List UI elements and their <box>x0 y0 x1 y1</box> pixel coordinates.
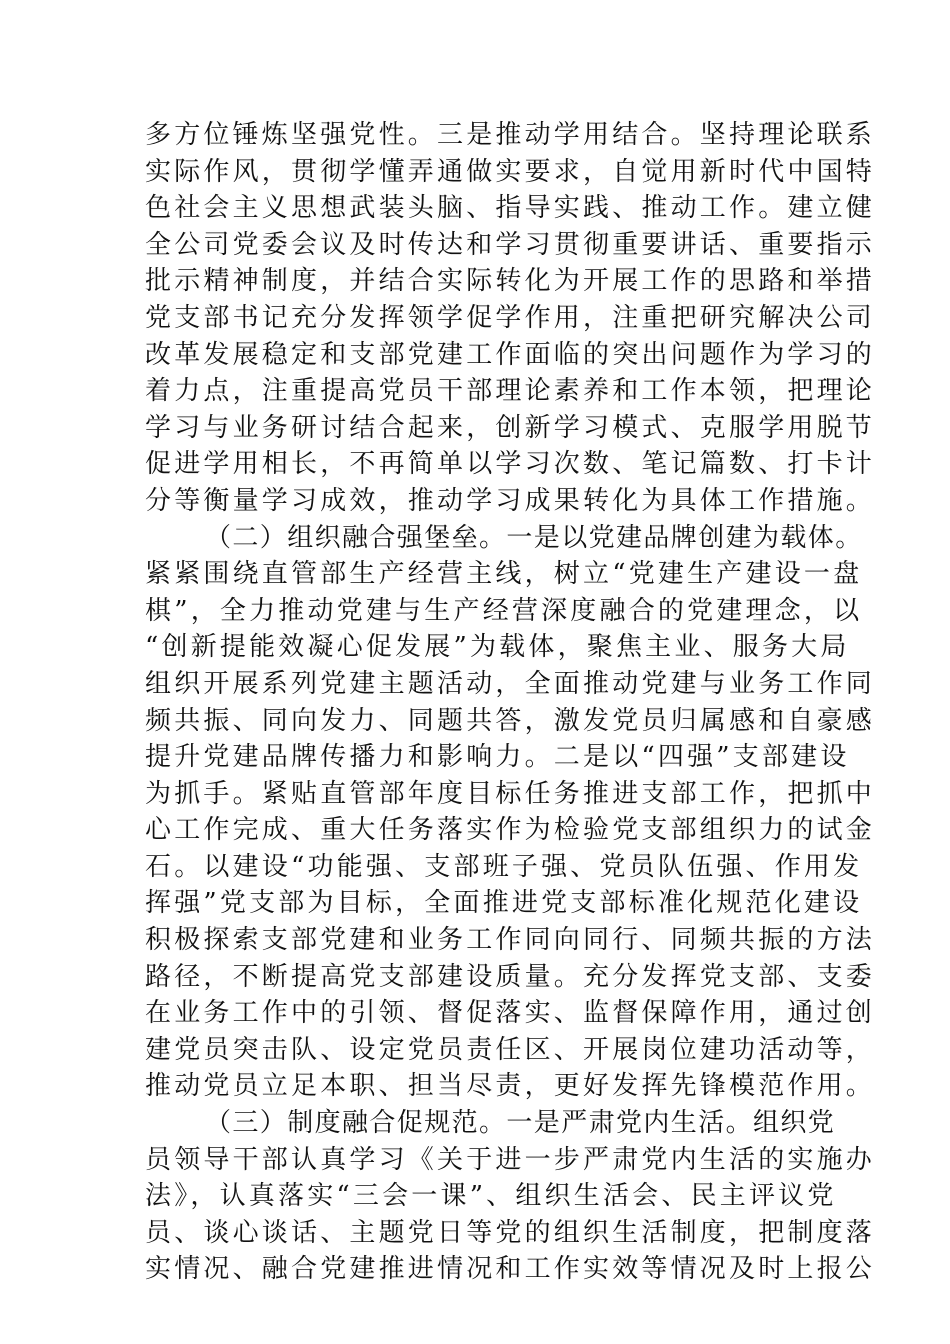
text-line: 建党员突击队、设定党员责任区、开展岗位建功活动等， <box>145 1034 876 1065</box>
text-line: 多方位锤炼坚强党性。三是推动学用结合。坚持理论联系 <box>145 120 876 150</box>
text-line: 促进学用相长，不再简单以学习次数、笔记篇数、打卡计 <box>145 449 876 480</box>
text-line: 分等衡量学习成效，推动学习成果转化为具体工作措施。 <box>145 485 876 516</box>
text-line: 组织开展系列党建主题活动，全面推动党建与业务工作同 <box>145 668 876 699</box>
text-line: 心工作完成、重大任务落实作为检验党支部组织力的试金 <box>145 815 876 846</box>
text-line: 党支部书记充分发挥领学促学作用，注重把研究解决公司 <box>145 302 876 333</box>
document-body <box>145 117 876 1288</box>
text-line: 员、谈心谈话、主题党日等党的组织生活制度，把制度落 <box>145 1217 876 1248</box>
text-line: 在业务工作中的引领、督促落实、监督保障作用，通过创 <box>145 998 876 1029</box>
text-line: 频共振、同向发力、同题共答，激发党员归属感和自豪感 <box>145 705 876 736</box>
text-line: 改革发展稳定和支部党建工作面临的突出问题作为学习的 <box>145 339 876 370</box>
text-line: 棋”，全力推动党建与生产经营深度融合的党建理念，以 <box>145 595 863 626</box>
text-line: 路径，不断提高党支部建设质量。充分发挥党支部、支委 <box>145 961 876 992</box>
text-line: 积极探索支部党建和业务工作同向同行、同频共振的方法 <box>145 925 876 956</box>
text-line: 着力点，注重提高党员干部理论素养和工作本领，把理论 <box>145 376 876 407</box>
text-line: 色社会主义思想武装头脑、指导实践、推动工作。建立健 <box>145 193 876 224</box>
text-line: 紧紧围绕直管部生产经营主线，树立“党建生产建设一盘 <box>145 559 863 590</box>
section-heading-line: （二）组织融合强堡垒。一是以党建品牌创建为载体。 <box>205 522 863 553</box>
text-line: 学习与业务研讨结合起来，创新学习模式、克服学用脱节 <box>145 412 876 443</box>
text-line: “创新提能效凝心促发展”为载体，聚焦主业、服务大局 <box>145 632 850 663</box>
text-line: 石。以建设“功能强、支部班子强、党员队伍强、作用发 <box>145 851 863 882</box>
text-line: 实情况、融合党建推进情况和工作实效等情况及时上报公 <box>145 1254 876 1285</box>
text-line: 挥强”党支部为目标，全面推进党支部标准化规范化建设 <box>145 888 863 919</box>
text-line: 实际作风，贯彻学懂弄通做实要求，自觉用新时代中国特 <box>145 156 876 187</box>
text-line: 法》，认真落实“三会一课”、组织生活会、民主评议党 <box>145 1181 837 1212</box>
section-heading-line: （三）制度融合促规范。一是严肃党内生活。组织党 <box>205 1108 836 1139</box>
text-line: 全公司党委会议及时传达和学习贯彻重要讲话、重要指示 <box>145 229 876 260</box>
text-line: 为抓手。紧贴直管部年度目标任务推进支部工作，把抓中 <box>145 778 876 809</box>
text-line: 员领导干部认真学习《关于进一步严肃党内生活的实施办 <box>145 1144 876 1175</box>
text-line: 提升党建品牌传播力和影响力。二是以“四强”支部建设 <box>145 742 850 773</box>
text-line: 批示精神制度，并结合实际转化为开展工作的思路和举措 <box>145 266 876 297</box>
text-line: 推动党员立足本职、担当尽责，更好发挥先锋模范作用。 <box>145 1071 876 1102</box>
